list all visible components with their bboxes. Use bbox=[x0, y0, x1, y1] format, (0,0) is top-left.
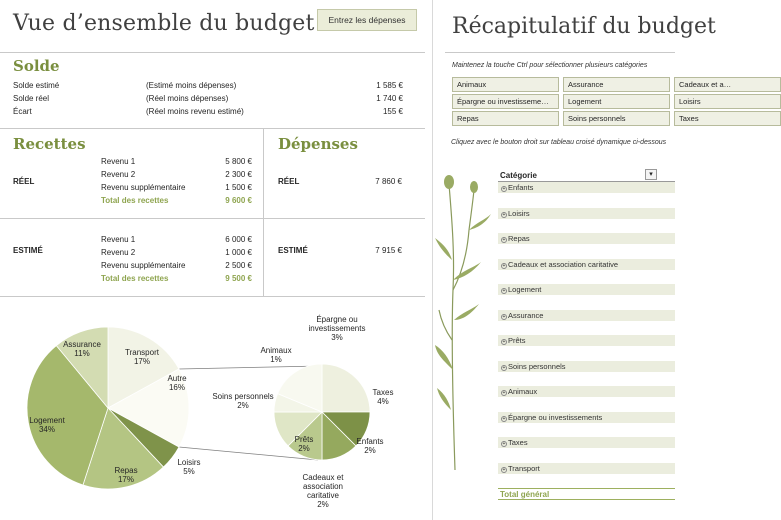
pivot-filter-dropdown-icon[interactable]: ▾ bbox=[645, 169, 657, 180]
pivot-row-label: Animaux bbox=[508, 387, 538, 396]
pivot-row-label: Enfants bbox=[508, 183, 534, 192]
solde-value: 1 585 € bbox=[376, 81, 403, 90]
label-assurance: Assurance 11% bbox=[63, 340, 101, 358]
pivot-row-label: Logement bbox=[508, 285, 542, 294]
label-soins: Soins personnels 2% bbox=[212, 392, 274, 410]
pivot-category-header: Catégorie bbox=[500, 171, 537, 180]
income-label: Revenu 2 bbox=[101, 170, 136, 179]
recettes-reel-label: RÉEL bbox=[13, 177, 35, 186]
income-value: 6 000 € bbox=[225, 235, 252, 244]
pivot-row[interactable] bbox=[498, 208, 675, 219]
income-value: 5 800 € bbox=[225, 157, 252, 166]
plant-illustration-icon bbox=[433, 170, 495, 470]
expand-icon[interactable]: + bbox=[502, 212, 506, 218]
divider bbox=[0, 52, 425, 53]
slicer-item[interactable]: Repas bbox=[452, 111, 559, 126]
pivot-row[interactable] bbox=[498, 437, 675, 448]
slicer-item[interactable]: Logement bbox=[563, 94, 670, 109]
expand-icon[interactable]: + bbox=[502, 263, 506, 269]
depenses-heading: Dépenses bbox=[278, 135, 358, 153]
income-total-label: Total des recettes bbox=[101, 196, 169, 205]
expense-pie-chart[interactable] bbox=[0, 297, 430, 520]
solde-note: (Réel moins dépenses) bbox=[146, 94, 229, 103]
slicer-item[interactable]: Soins personnels bbox=[563, 111, 670, 126]
label-taxes: Taxes 4% bbox=[372, 388, 394, 406]
income-total-value: 9 600 € bbox=[225, 196, 252, 205]
slicer-item[interactable]: Cadeaux et a… bbox=[674, 77, 781, 92]
pivot-row[interactable] bbox=[498, 463, 675, 474]
label-enfants: Enfants 2% bbox=[356, 437, 384, 455]
solde-label: Solde réel bbox=[13, 94, 50, 103]
recettes-heading: Recettes bbox=[13, 135, 86, 153]
pivot-row-label: Loisirs bbox=[508, 209, 530, 218]
income-value: 2 500 € bbox=[225, 261, 252, 270]
label-animaux: Animaux 1% bbox=[260, 346, 292, 364]
budget-summary-title: Récapitulatif du budget bbox=[452, 14, 716, 39]
label-transport: Transport 17% bbox=[125, 348, 159, 366]
expand-icon[interactable]: + bbox=[502, 314, 506, 320]
expand-icon[interactable]: + bbox=[502, 390, 506, 396]
pivot-row-label: Repas bbox=[508, 234, 530, 243]
pivot-row-label: Prêts bbox=[508, 336, 526, 345]
pivot-row[interactable] bbox=[498, 233, 675, 244]
income-value: 1 000 € bbox=[225, 248, 252, 257]
divider bbox=[263, 128, 264, 296]
income-label: Revenu 2 bbox=[101, 248, 136, 257]
pivot-row-label: Épargne ou investissements bbox=[508, 413, 603, 422]
expand-icon[interactable]: + bbox=[502, 467, 506, 473]
enter-expenses-button[interactable]: Entrez les dépenses bbox=[317, 9, 417, 31]
pivot-grand-total: Total général bbox=[498, 488, 675, 500]
solde-label: Écart bbox=[13, 107, 32, 116]
label-repas: Repas 17% bbox=[114, 466, 138, 484]
divider bbox=[0, 128, 425, 129]
pivot-row-label: Soins personnels bbox=[508, 362, 566, 371]
pivot-row[interactable] bbox=[498, 259, 675, 270]
label-autre: Autre 16% bbox=[167, 374, 187, 392]
secondary-pie-slice-0[interactable] bbox=[322, 364, 370, 412]
depenses-estime-label: ESTIMÉ bbox=[278, 246, 308, 255]
expand-icon[interactable]: + bbox=[502, 237, 506, 243]
connector-line bbox=[179, 366, 320, 369]
slicer-item[interactable]: Loisirs bbox=[674, 94, 781, 109]
solde-note: (Réel moins revenu estimé) bbox=[146, 107, 244, 116]
label-epargne: Épargne ou investissements 3% bbox=[308, 315, 366, 342]
income-label: Revenu supplémentaire bbox=[101, 261, 186, 270]
income-label: Revenu 1 bbox=[101, 157, 136, 166]
divider bbox=[445, 52, 675, 53]
slicer-item[interactable]: Assurance bbox=[563, 77, 670, 92]
label-loisirs: Loisirs 5% bbox=[177, 458, 201, 476]
pivot-row[interactable] bbox=[498, 361, 675, 372]
solde-note: (Estimé moins dépenses) bbox=[146, 81, 237, 90]
pivot-row-label: Assurance bbox=[508, 311, 544, 320]
budget-overview-title: Vue d’ensemble du budget bbox=[13, 11, 315, 36]
label-cadeaux: Cadeaux et association caritative 2% bbox=[302, 473, 344, 509]
income-total-label: Total des recettes bbox=[101, 274, 169, 283]
income-value: 2 300 € bbox=[225, 170, 252, 179]
pivot-row[interactable] bbox=[498, 335, 675, 346]
expand-icon[interactable]: + bbox=[502, 339, 506, 345]
pivot-row[interactable] bbox=[498, 386, 675, 397]
depenses-reel-label: RÉEL bbox=[278, 177, 300, 186]
pivot-row[interactable] bbox=[498, 310, 675, 321]
expand-icon[interactable]: + bbox=[502, 288, 506, 294]
divider bbox=[0, 218, 425, 219]
recettes-estime-label: ESTIMÉ bbox=[13, 246, 43, 255]
income-label: Revenu supplémentaire bbox=[101, 183, 186, 192]
slicer-item[interactable]: Taxes bbox=[674, 111, 781, 126]
pivot-row[interactable] bbox=[498, 412, 675, 423]
pivot-row-label: Transport bbox=[508, 464, 540, 473]
pivot-row-label: Cadeaux et association caritative bbox=[508, 260, 619, 269]
pivot-instruction: Cliquez avec le bouton droit sur tableau croisé dynamique ci-dessous bbox=[451, 139, 667, 146]
slicer-item[interactable]: Animaux bbox=[452, 77, 559, 92]
label-prets: Prêts 2% bbox=[294, 435, 314, 453]
depenses-estime-value: 7 915 € bbox=[375, 246, 402, 255]
pivot-row[interactable] bbox=[498, 182, 675, 193]
expand-icon[interactable]: + bbox=[502, 186, 506, 192]
expand-icon[interactable]: + bbox=[502, 441, 506, 447]
solde-value: 155 € bbox=[382, 107, 403, 116]
pivot-row[interactable] bbox=[498, 284, 675, 295]
solde-value: 1 740 € bbox=[376, 94, 403, 103]
expand-icon[interactable]: + bbox=[502, 416, 506, 422]
expand-icon[interactable]: + bbox=[502, 365, 506, 371]
solde-heading: Solde bbox=[13, 57, 60, 75]
income-value: 1 500 € bbox=[225, 183, 252, 192]
pivot-row-label: Taxes bbox=[508, 438, 528, 447]
income-label: Revenu 1 bbox=[101, 235, 136, 244]
income-total-value: 9 500 € bbox=[225, 274, 252, 283]
label-logement: Logement 34% bbox=[29, 416, 65, 434]
depenses-reel-value: 7 860 € bbox=[375, 177, 402, 186]
slicer-instruction: Maintenez la touche Ctrl pour sélectionner plusieurs catégories bbox=[452, 62, 648, 69]
slicer-item[interactable]: Épargne ou investisseme… bbox=[452, 94, 559, 109]
solde-label: Solde estimé bbox=[13, 81, 60, 90]
